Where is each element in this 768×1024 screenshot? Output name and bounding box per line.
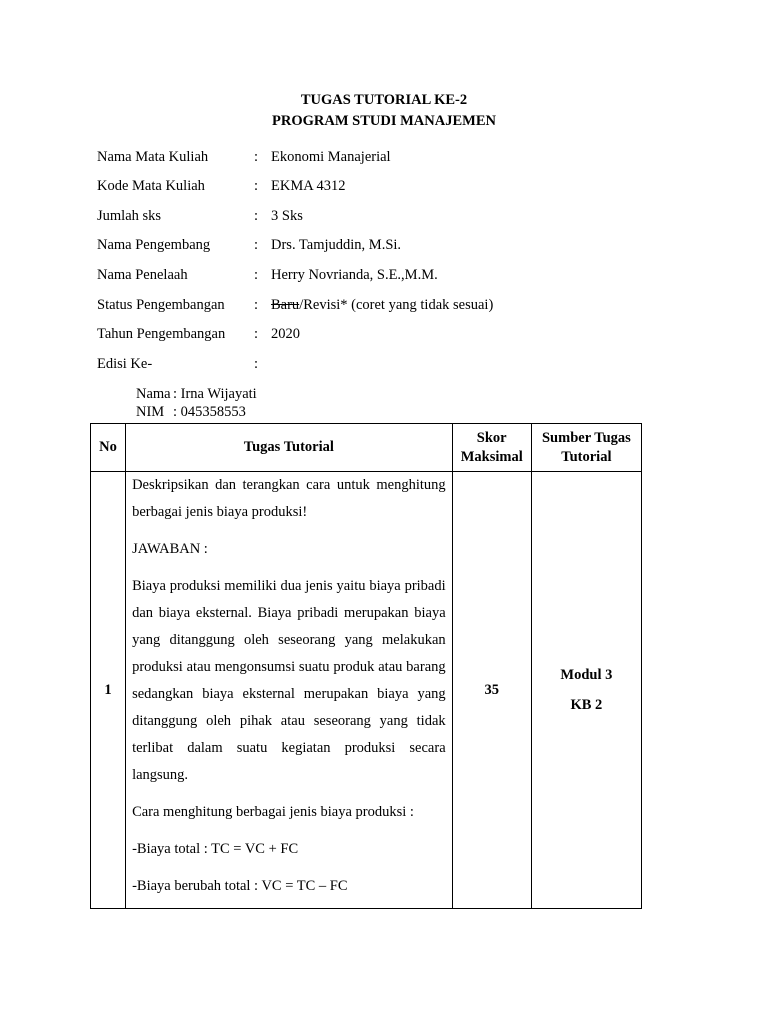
info-label: Jumlah sks — [97, 208, 162, 224]
row-number: 1 — [91, 472, 126, 909]
info-value: Herry Novrianda, S.E.,M.M. — [271, 267, 438, 283]
info-row-developer — [97, 237, 401, 254]
header-skor-line1: Skor — [476, 429, 507, 446]
header-skor — [452, 424, 531, 472]
info-row-sks — [97, 208, 303, 225]
header-no: No — [91, 424, 126, 472]
info-value — [271, 297, 493, 314]
info-label: Status Pengembangan — [97, 297, 225, 313]
formula-variable-cost: -Biaya berubah total : VC = TC – FC — [132, 878, 348, 894]
status-rest: /Revisi* (coret yang tidak sesuai) — [299, 297, 494, 313]
info-label: Kode Mata Kuliah — [97, 178, 205, 194]
info-row-course-code — [97, 178, 346, 195]
info-colon: : — [254, 178, 259, 194]
task-cell — [126, 472, 453, 909]
info-colon: : — [254, 208, 259, 224]
student-nim-value: : 045358553 — [173, 404, 246, 420]
info-colon: : — [254, 326, 259, 342]
document-title: TUGAS TUTORIAL KE-2 — [300, 92, 468, 108]
answer-label: JAWABAN : — [132, 541, 208, 557]
info-row-status — [97, 297, 493, 314]
task-question: Deskripsikan dan terangkan cara untuk menghitung berbagai jenis biaya produksi! — [132, 477, 446, 520]
info-colon: : — [254, 237, 259, 253]
info-value: 3 Sks — [271, 208, 303, 224]
student-name-value: : Irna Wijayati — [173, 386, 257, 402]
info-label: Tahun Pengembangan — [97, 326, 226, 342]
info-value: EKMA 4312 — [271, 178, 346, 194]
info-value: Drs. Tamjuddin, M.Si. — [271, 237, 402, 253]
student-nim-label: NIM — [136, 404, 165, 420]
info-colon: : — [254, 267, 259, 283]
info-row-year — [97, 326, 300, 343]
tutorial-table — [90, 423, 642, 909]
source-module: Modul 3 — [560, 667, 613, 683]
info-value: 2020 — [271, 326, 300, 342]
header-source — [531, 424, 641, 472]
struck-status: Baru — [271, 297, 300, 313]
info-colon: : — [254, 297, 259, 313]
header-source-line2: Tutorial — [561, 448, 612, 465]
info-label: Nama Penelaah — [97, 267, 188, 283]
info-colon: : — [254, 356, 259, 372]
formula-total-cost: -Biaya total : TC = VC + FC — [132, 841, 299, 857]
info-row-course-name — [97, 149, 391, 166]
student-nim — [136, 404, 246, 421]
info-value: Ekonomi Manajerial — [271, 149, 391, 165]
info-label: Nama Pengembang — [97, 237, 211, 253]
info-label: Nama Mata Kuliah — [97, 149, 209, 165]
max-score: 35 — [452, 472, 531, 909]
source-kb: KB 2 — [570, 697, 603, 713]
task-source — [531, 472, 641, 909]
student-name — [136, 386, 257, 403]
method-intro: Cara menghitung berbagai jenis biaya produksi : — [132, 804, 414, 820]
table-row — [91, 472, 642, 909]
answer-body: Biaya produksi memiliki dua jenis yaitu biaya pribadi dan biaya eksternal. Biaya pribadi merupakan biaya yang ditanggung oleh seseorang yang melakukan produksi atau mengonsumsi suatu produk atau barang sedangkan biaya eksternal merupakan biaya yang ditanggung oleh pihak atau seseorang yang tidak terlibat dalam suatu kegiatan produksi secara langsung. — [132, 578, 446, 783]
header-skor-line2: Maksimal — [460, 448, 523, 465]
program-title: PROGRAM STUDI MANAJEMEN — [272, 113, 496, 129]
info-label: Edisi Ke- — [97, 356, 153, 372]
header-task: Tugas Tutorial — [126, 424, 453, 472]
info-row-edition — [97, 356, 271, 373]
student-name-label: Nama — [136, 386, 171, 402]
info-row-reviewer — [97, 267, 438, 284]
table-header-row — [91, 424, 642, 472]
info-colon: : — [254, 149, 259, 165]
header-source-line1: Sumber Tugas — [541, 429, 631, 446]
